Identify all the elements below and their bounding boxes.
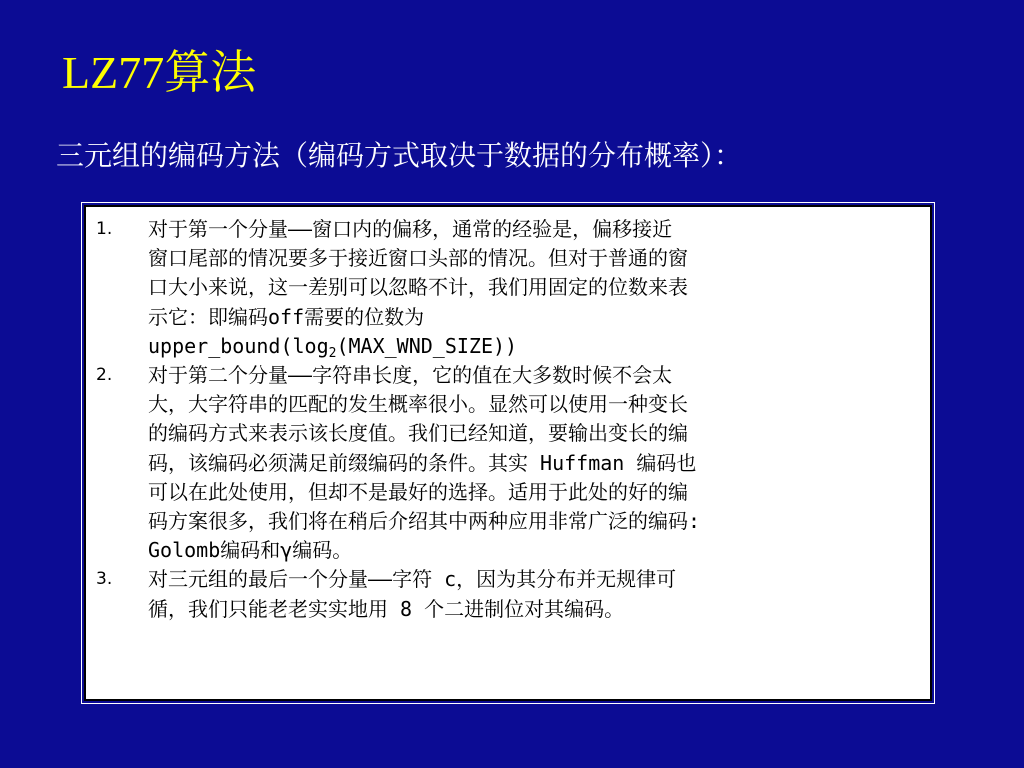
text-line: 口大小来说，这一差别可以忽略不计，我们用固定的位数来表 <box>148 275 688 300</box>
list-item-length <box>96 361 924 565</box>
text-line: 对三元组的最后一个分量——字符 c，因为其分布并无规律可 <box>148 567 677 592</box>
list-item-char <box>96 565 924 623</box>
formula-suffix: (MAX_WND_SIZE)) <box>336 333 518 358</box>
content-box <box>84 205 932 701</box>
formula-line <box>148 332 924 361</box>
text-line: 的编码方式来表示该长度值。我们已经知道，要输出变长的编 <box>148 421 688 446</box>
formula-prefix: upper_bound(log <box>148 333 329 358</box>
encoding-list <box>96 215 924 624</box>
text-line: 大，大字符串的匹配的发生概率很小。显然可以使用一种变长 <box>148 392 688 417</box>
list-item-text <box>148 565 924 623</box>
list-item-text <box>148 361 924 565</box>
text-line: Golomb编码和γ编码。 <box>148 538 353 563</box>
list-item-text <box>148 215 924 361</box>
list-number-1: 1. <box>96 219 113 239</box>
slide-title: LZ77算法 <box>62 47 257 98</box>
formula-subscript: 2 <box>328 345 337 361</box>
text-line: 对于第一个分量——窗口内的偏移，通常的经验是，偏移接近 <box>148 217 673 241</box>
list-number-3: 3. <box>96 569 113 590</box>
text-line: 码，该编码必须满足前缀编码的条件。其实 Huffman 编码也 <box>148 450 697 475</box>
list-number-2: 2. <box>96 365 113 386</box>
text-line: 可以在此处使用，但却不是最好的选择。适用于此处的好的编 <box>148 479 688 504</box>
list-item-offset <box>96 215 924 361</box>
text-line: 对于第二个分量——字符串长度，它的值在大多数时候不会太 <box>148 363 673 388</box>
text-line: 窗口尾部的情况要多于接近窗口头部的情况。但对于普通的窗 <box>148 246 688 271</box>
text-line: 循，我们只能老老实实地用 8 个二进制位对其编码。 <box>148 596 625 621</box>
text-line: 码方案很多，我们将在稍后介绍其中两种应用非常广泛的编码: <box>148 509 701 534</box>
text-line: 示它：即编码off需要的位数为 <box>148 304 425 329</box>
slide-subtitle: 三元组的编码方法（编码方式取决于数据的分布概率）： <box>56 139 743 172</box>
